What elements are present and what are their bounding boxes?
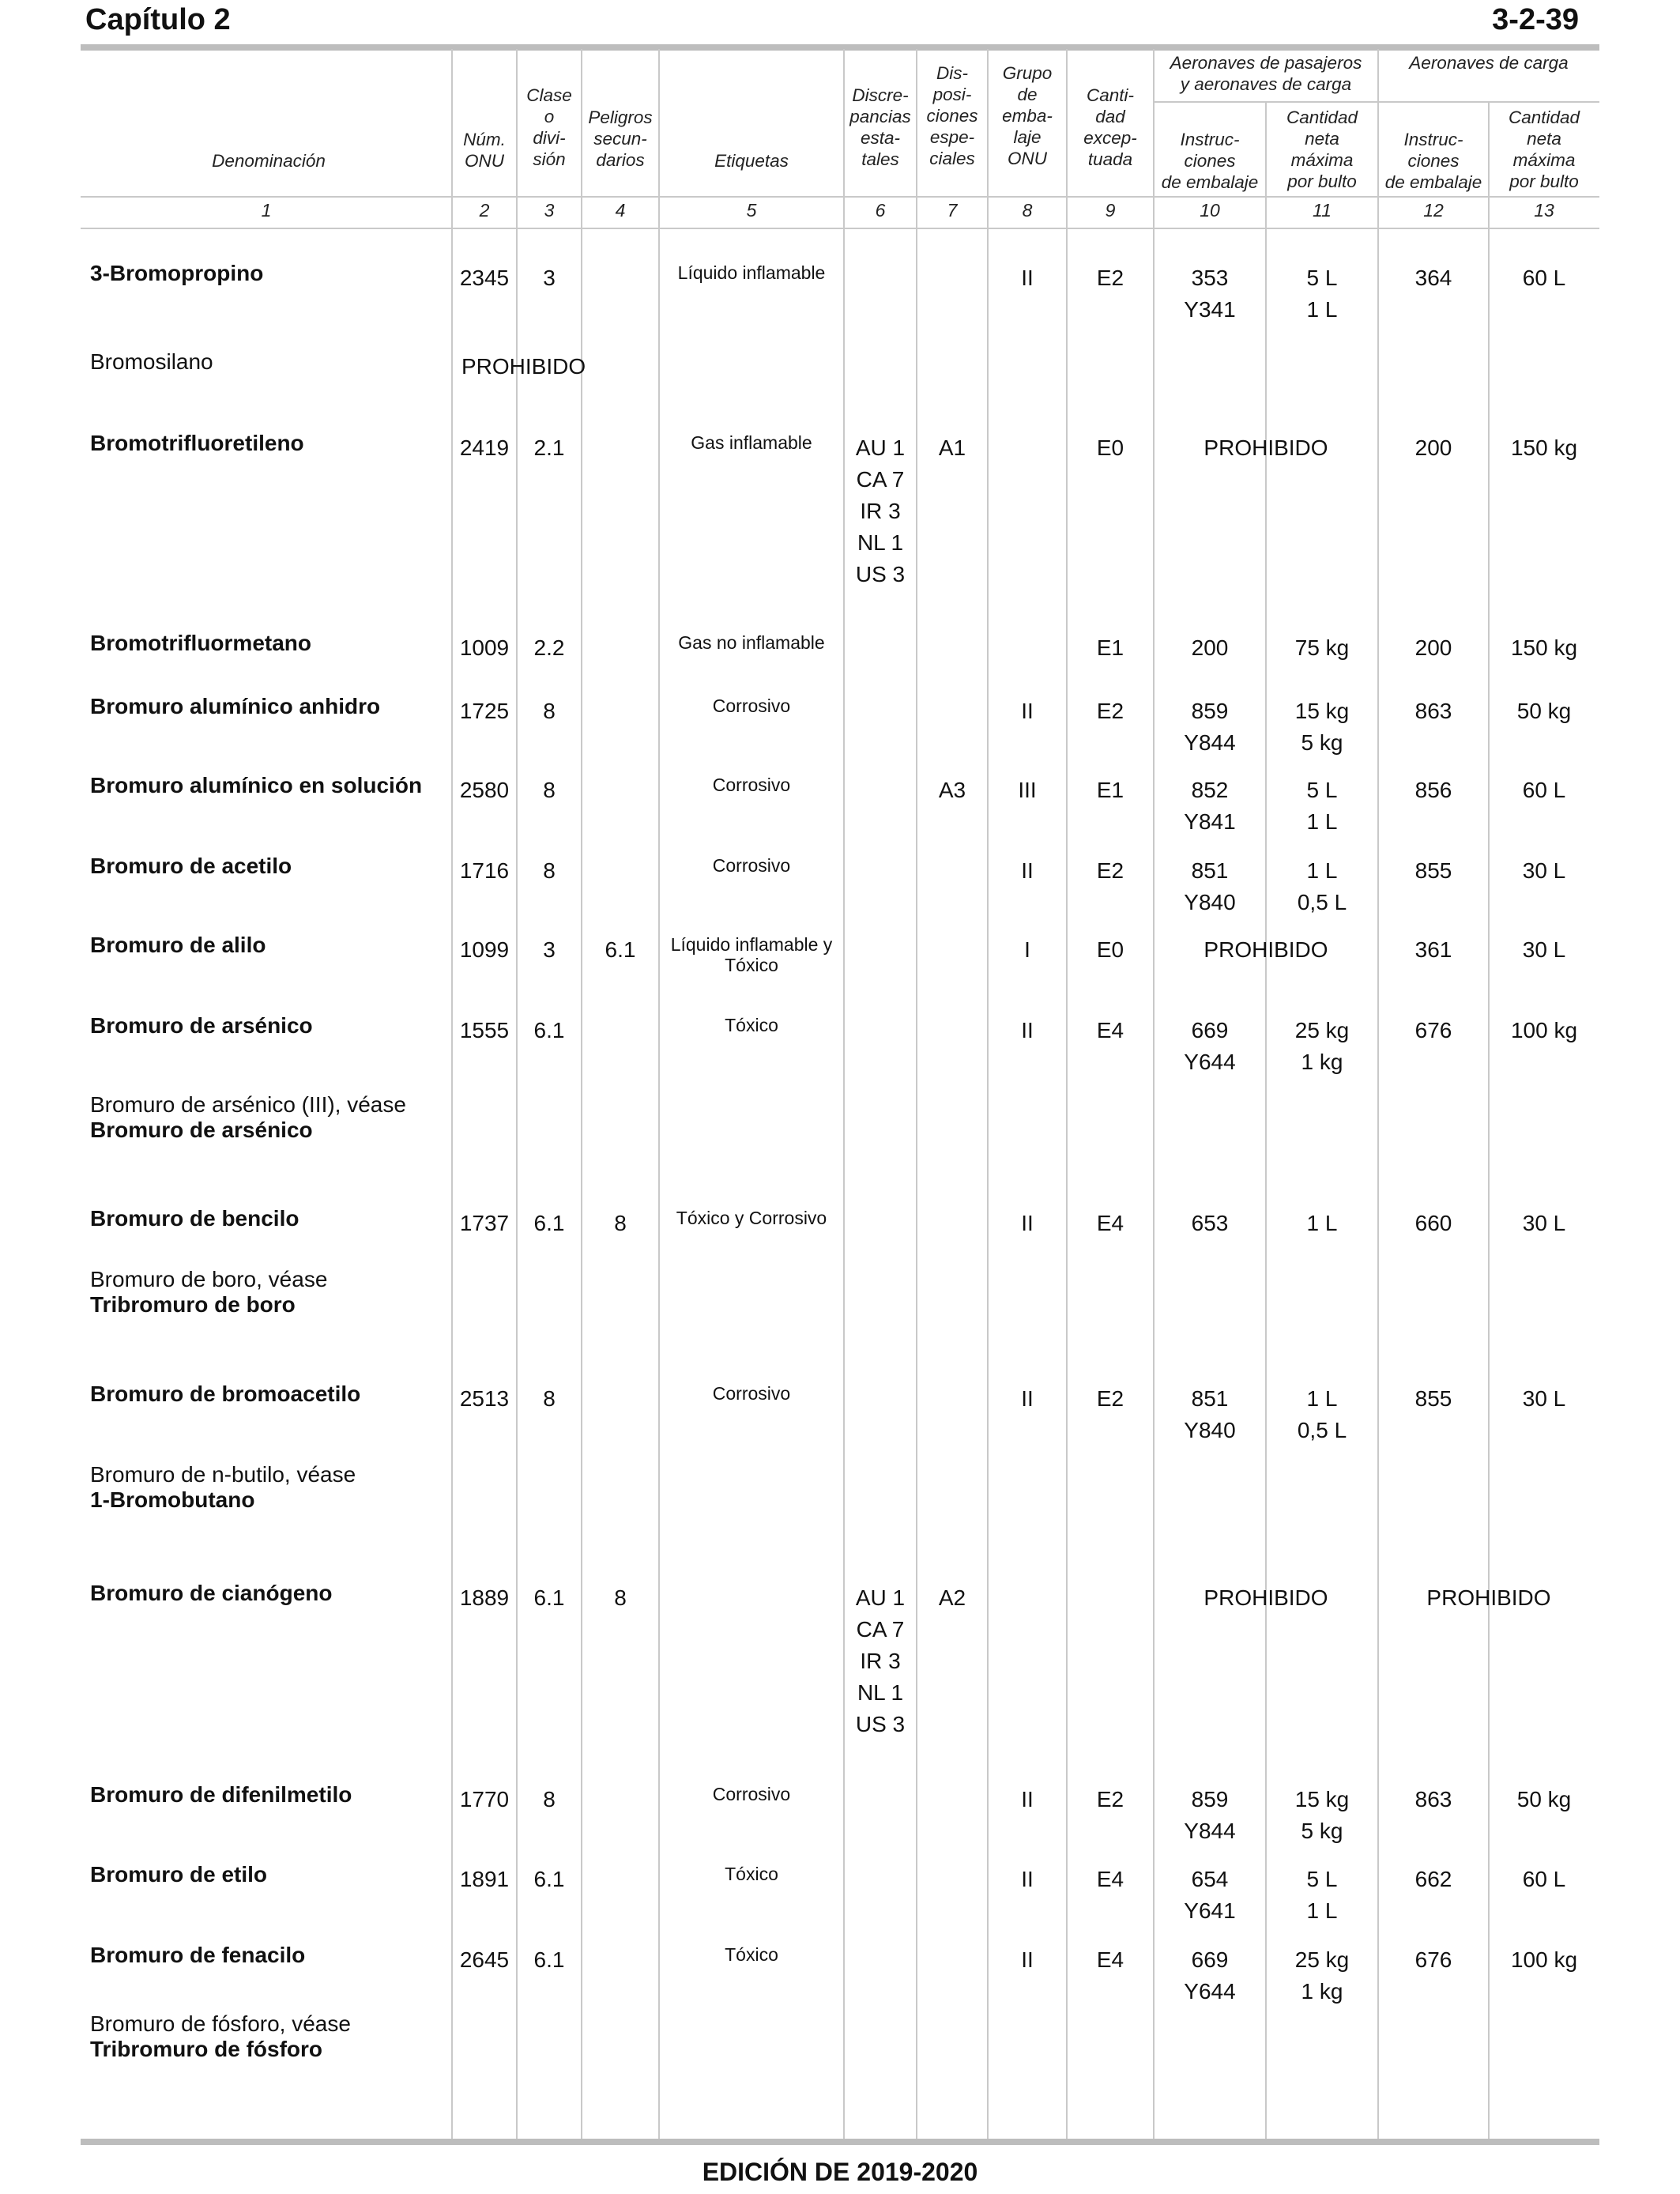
pax-max-quantity: 1 L xyxy=(1306,1898,1338,1923)
pax-max-quantity: 15 kg xyxy=(1294,1787,1350,1811)
hazard-label: Tóxico xyxy=(725,1944,778,1965)
pax-max-quantity: 1 L xyxy=(1306,297,1338,322)
group-divider xyxy=(1154,101,1599,103)
state-variation: US 3 xyxy=(855,1712,906,1736)
column-number: 13 xyxy=(1534,200,1554,221)
cargo-instruction: 660 xyxy=(1414,1211,1452,1235)
hazard-label: Corrosivo xyxy=(712,696,791,716)
see-reference: Tribromuro de fósforo xyxy=(90,2037,322,2061)
pax-instruction: 851 xyxy=(1191,858,1229,883)
column-divider xyxy=(658,49,660,2139)
class-division: 8 xyxy=(543,1386,556,1411)
pax-instruction: 654 xyxy=(1191,1867,1229,1891)
cargo-max-quantity: 50 kg xyxy=(1516,699,1572,723)
column-number: 4 xyxy=(615,200,626,221)
column-divider xyxy=(987,49,989,2139)
column-divider xyxy=(1066,49,1068,2139)
hazard-label: Corrosivo xyxy=(712,1784,791,1804)
col-header-subsidiary: Peligros secun- darios xyxy=(588,107,653,170)
page-number: 3-2-39 xyxy=(1492,3,1579,36)
state-variation: US 3 xyxy=(855,562,906,586)
cargo-instruction: 200 xyxy=(1414,635,1452,660)
cargo-max-quantity: 30 L xyxy=(1522,1211,1566,1235)
prohibited-text: PROHIBIDO xyxy=(461,354,586,379)
cargo-max-quantity: 50 kg xyxy=(1516,1787,1572,1811)
pax-instruction: 669 xyxy=(1191,1947,1229,1972)
column-divider xyxy=(1488,101,1490,2139)
substance-name: Bromotrifluoretileno xyxy=(90,431,304,455)
excepted-quantity: E2 xyxy=(1096,1386,1124,1411)
pax-instruction: 851 xyxy=(1191,1386,1229,1411)
packing-group: II xyxy=(1021,1386,1034,1411)
cargo-instruction: 662 xyxy=(1414,1867,1452,1891)
cargo-max-quantity: 100 kg xyxy=(1510,1947,1578,1972)
pax-max-quantity: 1 L xyxy=(1306,858,1338,883)
un-number: 1891 xyxy=(459,1867,510,1891)
un-number: 1555 xyxy=(459,1018,510,1042)
cargo-instruction: 364 xyxy=(1414,266,1452,290)
hazard-label: Corrosivo xyxy=(712,1383,791,1404)
class-division: 6.1 xyxy=(533,1947,565,1972)
pax-instruction: Y840 xyxy=(1184,890,1236,914)
column-number: 3 xyxy=(544,200,555,221)
cargo-max-quantity: 60 L xyxy=(1522,1867,1566,1891)
cargo-max-quantity: 60 L xyxy=(1522,266,1566,290)
class-division: 6.1 xyxy=(533,1211,565,1235)
substance-name: Bromuro de bromoacetilo xyxy=(90,1382,361,1406)
substance-name: Bromuro de difenilmetilo xyxy=(90,1782,352,1807)
excepted-quantity: E2 xyxy=(1096,1787,1124,1811)
pax-instruction: Y644 xyxy=(1184,1050,1236,1074)
col-header-packing-group: Grupo de emba- laje ONU xyxy=(1002,63,1053,168)
pax-max-quantity: 1 kg xyxy=(1301,1979,1343,2004)
cargo-instruction: 855 xyxy=(1414,858,1452,883)
pax-max-quantity: 0,5 L xyxy=(1297,890,1347,914)
packing-group: II xyxy=(1021,266,1034,290)
hazard-label: Tóxico xyxy=(725,1864,778,1884)
excepted-quantity: E1 xyxy=(1096,778,1124,802)
class-division: 8 xyxy=(543,778,556,802)
substance-name: 3-Bromopropino xyxy=(90,261,264,285)
group-header-passenger: Aeronaves de pasajeros y aeronaves de carga xyxy=(1170,53,1362,94)
pax-instruction: Y844 xyxy=(1184,730,1236,755)
class-division: 2.1 xyxy=(533,435,565,460)
top-rule xyxy=(81,44,1599,51)
state-variation: IR 3 xyxy=(860,1649,901,1673)
un-number: 2345 xyxy=(459,266,510,290)
column-divider xyxy=(843,49,845,2139)
excepted-quantity: E4 xyxy=(1096,1211,1124,1235)
col-header-pax-quantity: Cantidad neta máxima por bulto xyxy=(1286,107,1358,191)
class-division: 8 xyxy=(543,858,556,883)
col-header-pax-instruction: Instruc- ciones de embalaje xyxy=(1161,130,1259,192)
pax-max-quantity: 15 kg xyxy=(1294,699,1350,723)
hazard-label: Gas no inflamable xyxy=(678,632,825,653)
col-header-class: Clase o divi- sión xyxy=(526,85,572,169)
cargo-max-quantity: 150 kg xyxy=(1510,635,1578,660)
column-number: 8 xyxy=(1022,200,1033,221)
state-variation: IR 3 xyxy=(860,499,901,523)
cargo-max-quantity: 30 L xyxy=(1522,1386,1566,1411)
pax-max-quantity: 5 kg xyxy=(1301,730,1343,755)
special-provision: A1 xyxy=(938,435,966,460)
col-header-un: Núm. ONU xyxy=(463,130,506,171)
pax-max-quantity: 5 L xyxy=(1306,266,1338,290)
column-number: 1 xyxy=(261,200,272,221)
pax-max-quantity: 1 L xyxy=(1306,809,1338,834)
cargo-instruction: 676 xyxy=(1414,1947,1452,1972)
pax-max-quantity: 75 kg xyxy=(1294,635,1350,660)
special-provision: A3 xyxy=(938,778,966,802)
subsidiary-hazard: 6.1 xyxy=(605,937,636,962)
cargo-instruction: 855 xyxy=(1414,1386,1452,1411)
class-division: 8 xyxy=(543,1787,556,1811)
cargo-instruction: 863 xyxy=(1414,1787,1452,1811)
pax-instruction: Y844 xyxy=(1184,1819,1236,1843)
pax-instruction: Y841 xyxy=(1184,809,1236,834)
hazard-label: Gas inflamable xyxy=(691,432,812,453)
see-reference: Tribromuro de boro xyxy=(90,1292,296,1317)
bottom-rule xyxy=(81,2139,1599,2145)
class-division: 2.2 xyxy=(533,635,565,660)
substance-name: Bromuro de n-butilo, véase xyxy=(90,1462,356,1487)
pax-instruction: 653 xyxy=(1191,1211,1229,1235)
substance-name: Bromuro de acetilo xyxy=(90,854,292,878)
substance-name: Bromuro de fenacilo xyxy=(90,1943,306,1967)
pax-instruction: Y644 xyxy=(1184,1979,1236,2004)
state-variation: NL 1 xyxy=(857,530,904,555)
cargo-prohibited: PROHIBIDO xyxy=(1426,1585,1551,1610)
edition-footer: EDICIÓN DE 2019-2020 xyxy=(702,2158,978,2186)
packing-group: II xyxy=(1021,699,1034,723)
see-reference: 1-Bromobutano xyxy=(90,1487,255,1512)
pax-max-quantity: 5 L xyxy=(1306,1867,1338,1891)
un-number: 1737 xyxy=(459,1211,510,1235)
subsidiary-hazard: 8 xyxy=(614,1585,627,1610)
state-variation: CA 7 xyxy=(856,1617,905,1642)
column-number: 7 xyxy=(947,200,958,221)
cargo-instruction: 361 xyxy=(1414,937,1452,962)
pax-instruction: 859 xyxy=(1191,1787,1229,1811)
un-number: 1716 xyxy=(459,858,510,883)
class-division: 3 xyxy=(543,937,556,962)
col-header-variations: Discre- pancias esta- tales xyxy=(849,85,911,169)
packing-group: II xyxy=(1021,1787,1034,1811)
pax-max-quantity: 1 L xyxy=(1306,1386,1338,1411)
state-variation: CA 7 xyxy=(856,467,905,492)
pax-instruction: Y641 xyxy=(1184,1898,1236,1923)
substance-name: Bromuro alumínico en solución xyxy=(90,773,423,797)
substance-name: Bromuro alumínico anhidro xyxy=(90,694,381,718)
pax-max-quantity: 0,5 L xyxy=(1297,1418,1347,1442)
col-header-cargo-quantity: Cantidad neta máxima por bulto xyxy=(1508,107,1580,191)
substance-name: Bromuro de alilo xyxy=(90,933,266,957)
substance-name: Bromotrifluormetano xyxy=(90,631,311,655)
pax-max-quantity: 25 kg xyxy=(1294,1018,1350,1042)
cargo-instruction: 676 xyxy=(1414,1018,1452,1042)
pax-instruction: Y341 xyxy=(1184,297,1236,322)
number-divider xyxy=(81,228,1599,229)
un-number: 1099 xyxy=(459,937,510,962)
group-header-cargo: Aeronaves de carga xyxy=(1409,53,1569,73)
column-number: 9 xyxy=(1105,200,1116,221)
column-number: 12 xyxy=(1423,200,1444,221)
pax-prohibited: PROHIBIDO xyxy=(1203,937,1328,962)
special-provision: A2 xyxy=(938,1585,966,1610)
class-division: 3 xyxy=(543,266,556,290)
packing-group: I xyxy=(1024,937,1030,962)
state-variation: NL 1 xyxy=(857,1680,904,1705)
header-divider xyxy=(81,196,1599,198)
hazard-label: Tóxico xyxy=(725,1015,778,1035)
class-division: 6.1 xyxy=(533,1867,565,1891)
hazard-label: Corrosivo xyxy=(712,775,791,795)
excepted-quantity: E2 xyxy=(1096,699,1124,723)
excepted-quantity: E2 xyxy=(1096,266,1124,290)
substance-name: Bromuro de bencilo xyxy=(90,1206,299,1231)
column-number: 2 xyxy=(479,200,490,221)
cargo-instruction: 200 xyxy=(1414,435,1452,460)
packing-group: III xyxy=(1018,778,1037,802)
cargo-max-quantity: 30 L xyxy=(1522,858,1566,883)
pax-instruction: 200 xyxy=(1191,635,1229,660)
chapter-title: Capítulo 2 xyxy=(85,3,231,36)
col-header-denominacion: Denominación xyxy=(212,151,326,171)
excepted-quantity: E4 xyxy=(1096,1018,1124,1042)
state-variation: AU 1 xyxy=(855,1585,906,1610)
pax-instruction: Y840 xyxy=(1184,1418,1236,1442)
packing-group: II xyxy=(1021,1018,1034,1042)
pax-prohibited: PROHIBIDO xyxy=(1203,1585,1328,1610)
hazard-label: Corrosivo xyxy=(712,855,791,876)
excepted-quantity: E0 xyxy=(1096,435,1124,460)
see-reference: Bromuro de arsénico xyxy=(90,1118,313,1142)
un-number: 1889 xyxy=(459,1585,510,1610)
un-number: 2513 xyxy=(459,1386,510,1411)
class-division: 6.1 xyxy=(533,1018,565,1042)
col-header-excepted: Canti- dad excep- tuada xyxy=(1083,85,1137,169)
pax-instruction: 353 xyxy=(1191,266,1229,290)
cargo-max-quantity: 30 L xyxy=(1522,937,1566,962)
cargo-max-quantity: 100 kg xyxy=(1510,1018,1578,1042)
pax-max-quantity: 1 L xyxy=(1306,1211,1338,1235)
column-number: 5 xyxy=(746,200,757,221)
column-number: 6 xyxy=(875,200,886,221)
column-number: 10 xyxy=(1200,200,1220,221)
hazard-label: Tóxico y Corrosivo xyxy=(676,1208,827,1228)
excepted-quantity: E2 xyxy=(1096,858,1124,883)
col-header-cargo-instruction: Instruc- ciones de embalaje xyxy=(1384,130,1482,192)
pax-prohibited: PROHIBIDO xyxy=(1203,435,1328,460)
pax-max-quantity: 25 kg xyxy=(1294,1947,1350,1972)
column-divider xyxy=(451,49,453,2139)
class-division: 8 xyxy=(543,699,556,723)
excepted-quantity: E0 xyxy=(1096,937,1124,962)
cargo-instruction: 863 xyxy=(1414,699,1452,723)
un-number: 1770 xyxy=(459,1787,510,1811)
pax-max-quantity: 1 kg xyxy=(1301,1050,1343,1074)
substance-name: Bromuro de boro, véase xyxy=(90,1267,328,1291)
packing-group: II xyxy=(1021,858,1034,883)
substance-name: Bromuro de fósforo, véase xyxy=(90,2011,351,2036)
un-number: 1725 xyxy=(459,699,510,723)
substance-name: Bromuro de etilo xyxy=(90,1862,268,1887)
substance-name: Bromuro de arsénico (III), véase xyxy=(90,1092,406,1117)
un-number: 2645 xyxy=(459,1947,510,1972)
column-divider xyxy=(916,49,917,2139)
cargo-instruction: 856 xyxy=(1414,778,1452,802)
pax-max-quantity: 5 kg xyxy=(1301,1819,1343,1843)
excepted-quantity: E4 xyxy=(1096,1947,1124,1972)
pax-instruction: 669 xyxy=(1191,1018,1229,1042)
substance-name: Bromuro de arsénico xyxy=(90,1013,313,1038)
pax-instruction: 859 xyxy=(1191,699,1229,723)
column-number: 11 xyxy=(1313,200,1332,221)
substance-name: Bromosilano xyxy=(90,349,213,374)
un-number: 1009 xyxy=(459,635,510,660)
pax-max-quantity: 5 L xyxy=(1306,778,1338,802)
col-header-special: Dis- posi- ciones espe- ciales xyxy=(926,63,978,168)
hazard-label: Líquido inflamable y Tóxico xyxy=(670,934,833,975)
col-header-labels: Etiquetas xyxy=(714,151,789,171)
substance-name: Bromuro de cianógeno xyxy=(90,1581,333,1605)
cargo-max-quantity: 60 L xyxy=(1522,778,1566,802)
excepted-quantity: E1 xyxy=(1096,635,1124,660)
class-division: 6.1 xyxy=(533,1585,565,1610)
un-number: 2419 xyxy=(459,435,510,460)
packing-group: II xyxy=(1021,1867,1034,1891)
cargo-max-quantity: 150 kg xyxy=(1510,435,1578,460)
packing-group: II xyxy=(1021,1211,1034,1235)
hazard-label: Líquido inflamable xyxy=(677,262,826,283)
un-number: 2580 xyxy=(459,778,510,802)
excepted-quantity: E4 xyxy=(1096,1867,1124,1891)
state-variation: AU 1 xyxy=(855,435,906,460)
subsidiary-hazard: 8 xyxy=(614,1211,627,1235)
pax-instruction: 852 xyxy=(1191,778,1229,802)
packing-group: II xyxy=(1021,1947,1034,1972)
